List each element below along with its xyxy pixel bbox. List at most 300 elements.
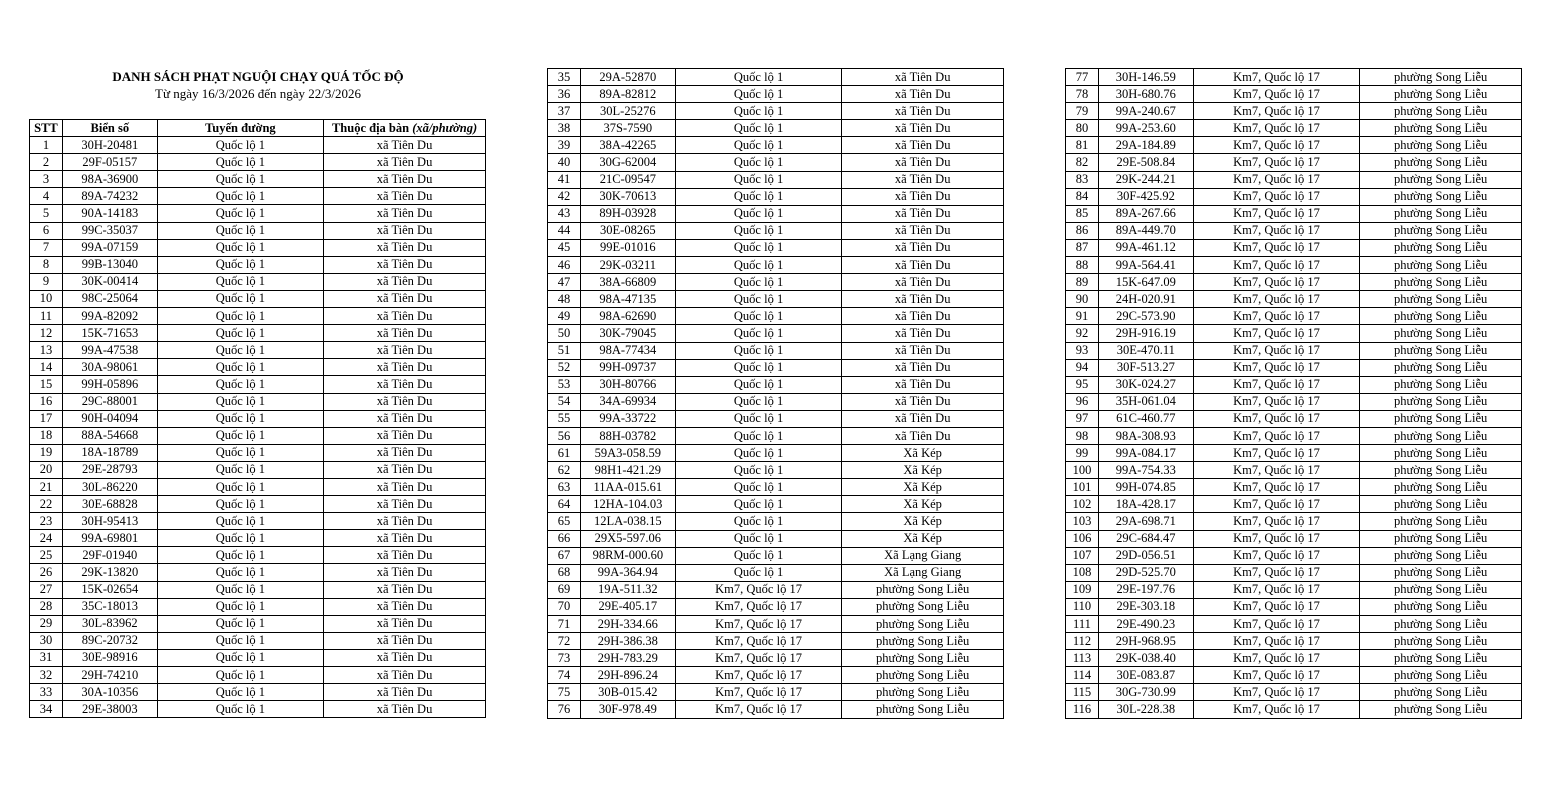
cell-route: Km7, Quốc lộ 17 bbox=[1193, 188, 1360, 205]
cell-plate: 24H-020.91 bbox=[1098, 291, 1193, 308]
cell-stt: 26 bbox=[30, 564, 63, 581]
header-stt: STT bbox=[30, 120, 63, 137]
cell-route: Quốc lộ 1 bbox=[157, 410, 323, 427]
cell-plate: 29H-968.95 bbox=[1098, 633, 1193, 650]
cell-route: Km7, Quốc lộ 17 bbox=[1193, 650, 1360, 667]
table-row bbox=[548, 564, 1004, 581]
cell-stt: 9 bbox=[30, 273, 63, 290]
cell-route: Km7, Quốc lộ 17 bbox=[675, 633, 842, 650]
table-row bbox=[548, 530, 1004, 547]
cell-route: Quốc lộ 1 bbox=[157, 461, 323, 478]
table-row bbox=[30, 684, 486, 701]
cell-area: phường Song Liễu bbox=[1360, 598, 1522, 615]
cell-stt: 100 bbox=[1066, 462, 1099, 479]
table-row bbox=[30, 598, 486, 615]
cell-stt: 51 bbox=[548, 342, 581, 359]
cell-route: Quốc lộ 1 bbox=[675, 188, 842, 205]
cell-route: Quốc lộ 1 bbox=[675, 479, 842, 496]
cell-route: Km7, Quốc lộ 17 bbox=[1193, 547, 1360, 564]
cell-area: phường Song Liễu bbox=[1360, 257, 1522, 274]
table-row bbox=[1066, 633, 1522, 650]
cell-route: Quốc lộ 1 bbox=[157, 649, 323, 666]
table-row bbox=[30, 410, 486, 427]
table-row bbox=[548, 445, 1004, 462]
table-row bbox=[548, 462, 1004, 479]
cell-route: Km7, Quốc lộ 17 bbox=[1193, 205, 1360, 222]
table-row bbox=[1066, 547, 1522, 564]
cell-plate: 29H-334.66 bbox=[580, 616, 675, 633]
cell-plate: 30E-083.87 bbox=[1098, 667, 1193, 684]
cell-stt: 56 bbox=[548, 427, 581, 444]
cell-route: Quốc lộ 1 bbox=[675, 171, 842, 188]
cell-plate: 29C-88001 bbox=[62, 393, 157, 410]
cell-area: xã Tiên Du bbox=[842, 274, 1004, 291]
cell-route: Quốc lộ 1 bbox=[675, 564, 842, 581]
cell-stt: 73 bbox=[548, 650, 581, 667]
cell-plate: 89H-03928 bbox=[580, 205, 675, 222]
cell-plate: 35C-18013 bbox=[62, 598, 157, 615]
table-row bbox=[548, 257, 1004, 274]
cell-area: Xã Kép bbox=[842, 445, 1004, 462]
cell-plate: 30B-015.42 bbox=[580, 684, 675, 701]
table-row bbox=[30, 256, 486, 273]
cell-stt: 94 bbox=[1066, 359, 1099, 376]
cell-stt: 40 bbox=[548, 154, 581, 171]
cell-area: phường Song Liễu bbox=[1360, 684, 1522, 701]
cell-stt: 22 bbox=[30, 496, 63, 513]
table-row bbox=[1066, 513, 1522, 530]
cell-plate: 99E-01016 bbox=[580, 239, 675, 256]
cell-stt: 90 bbox=[1066, 291, 1099, 308]
cell-area: phường Song Liễu bbox=[1360, 86, 1522, 103]
cell-route: Quốc lộ 1 bbox=[675, 445, 842, 462]
table-row bbox=[30, 461, 486, 478]
cell-area: xã Tiên Du bbox=[842, 69, 1004, 86]
cell-plate: 90H-04094 bbox=[62, 410, 157, 427]
cell-route: Km7, Quốc lộ 17 bbox=[1193, 171, 1360, 188]
cell-area: xã Tiên Du bbox=[324, 530, 486, 547]
table-row bbox=[30, 632, 486, 649]
table-row bbox=[548, 103, 1004, 120]
table-row bbox=[548, 376, 1004, 393]
table-row bbox=[1066, 86, 1522, 103]
cell-area: phường Song Liễu bbox=[842, 701, 1004, 718]
table-row bbox=[1066, 410, 1522, 427]
cell-stt: 46 bbox=[548, 257, 581, 274]
cell-stt: 115 bbox=[1066, 684, 1099, 701]
cell-area: xã Tiên Du bbox=[842, 342, 1004, 359]
cell-route: Quốc lộ 1 bbox=[157, 325, 323, 342]
table-row bbox=[548, 205, 1004, 222]
cell-route: Km7, Quốc lộ 17 bbox=[1193, 479, 1360, 496]
cell-area: phường Song Liễu bbox=[1360, 701, 1522, 718]
cell-stt: 34 bbox=[30, 701, 63, 718]
cell-route: Km7, Quốc lộ 17 bbox=[1193, 120, 1360, 137]
table-row bbox=[30, 513, 486, 530]
cell-area: phường Song Liễu bbox=[842, 684, 1004, 701]
table-row bbox=[1066, 684, 1522, 701]
table-row bbox=[30, 547, 486, 564]
cell-plate: 18A-18789 bbox=[62, 444, 157, 461]
cell-area: phường Song Liễu bbox=[1360, 581, 1522, 598]
cell-stt: 20 bbox=[30, 461, 63, 478]
cell-plate: 99A-084.17 bbox=[1098, 445, 1193, 462]
table-row bbox=[30, 581, 486, 598]
cell-plate: 30L-228.38 bbox=[1098, 701, 1193, 718]
cell-area: xã Tiên Du bbox=[324, 273, 486, 290]
table-row bbox=[548, 188, 1004, 205]
table-row bbox=[1066, 650, 1522, 667]
cell-route: Km7, Quốc lộ 17 bbox=[1193, 462, 1360, 479]
cell-area: phường Song Liễu bbox=[1360, 616, 1522, 633]
cell-area: xã Tiên Du bbox=[324, 667, 486, 684]
cell-plate: 30H-80766 bbox=[580, 376, 675, 393]
table-row bbox=[1066, 393, 1522, 410]
cell-stt: 70 bbox=[548, 598, 581, 615]
cell-area: Xã Lạng Giang bbox=[842, 547, 1004, 564]
cell-route: Quốc lộ 1 bbox=[675, 513, 842, 530]
cell-plate: 29K-244.21 bbox=[1098, 171, 1193, 188]
cell-route: Km7, Quốc lộ 17 bbox=[675, 667, 842, 684]
cell-route: Km7, Quốc lộ 17 bbox=[1193, 393, 1360, 410]
cell-route: Km7, Quốc lộ 17 bbox=[1193, 291, 1360, 308]
cell-area: phường Song Liễu bbox=[842, 633, 1004, 650]
cell-route: Quốc lộ 1 bbox=[675, 359, 842, 376]
cell-route: Quốc lộ 1 bbox=[675, 86, 842, 103]
cell-route: Quốc lộ 1 bbox=[157, 684, 323, 701]
cell-plate: 30E-470.11 bbox=[1098, 342, 1193, 359]
table-row bbox=[548, 513, 1004, 530]
cell-route: Quốc lộ 1 bbox=[675, 393, 842, 410]
cell-area: phường Song Liễu bbox=[1360, 291, 1522, 308]
cell-plate: 89A-267.66 bbox=[1098, 205, 1193, 222]
violations-table-3 bbox=[1065, 68, 1522, 719]
table-row bbox=[548, 239, 1004, 256]
cell-route: Quốc lộ 1 bbox=[675, 342, 842, 359]
violations-table-2 bbox=[547, 68, 1004, 719]
table-row bbox=[548, 342, 1004, 359]
table-body-3 bbox=[1066, 69, 1522, 719]
cell-plate: 99A-33722 bbox=[580, 410, 675, 427]
cell-stt: 27 bbox=[30, 581, 63, 598]
cell-plate: 29K-03211 bbox=[580, 257, 675, 274]
cell-route: Km7, Quốc lộ 17 bbox=[1193, 496, 1360, 513]
cell-plate: 30G-730.99 bbox=[1098, 684, 1193, 701]
cell-plate: 30K-79045 bbox=[580, 325, 675, 342]
cell-stt: 1 bbox=[30, 137, 63, 154]
table-row bbox=[548, 69, 1004, 86]
cell-stt: 93 bbox=[1066, 342, 1099, 359]
cell-stt: 79 bbox=[1066, 103, 1099, 120]
cell-stt: 5 bbox=[30, 205, 63, 222]
cell-area: phường Song Liễu bbox=[1360, 69, 1522, 86]
cell-area: xã Tiên Du bbox=[324, 649, 486, 666]
cell-stt: 109 bbox=[1066, 581, 1099, 598]
cell-stt: 2 bbox=[30, 154, 63, 171]
cell-area: Xã Kép bbox=[842, 462, 1004, 479]
cell-stt: 25 bbox=[30, 547, 63, 564]
table-row bbox=[1066, 239, 1522, 256]
table-row bbox=[1066, 291, 1522, 308]
table-row bbox=[548, 308, 1004, 325]
table-row bbox=[30, 376, 486, 393]
table-row bbox=[30, 205, 486, 222]
cell-route: Quốc lộ 1 bbox=[675, 427, 842, 444]
cell-stt: 76 bbox=[548, 701, 581, 718]
cell-area: Xã Kép bbox=[842, 513, 1004, 530]
cell-plate: 30E-08265 bbox=[580, 222, 675, 239]
cell-route: Km7, Quốc lộ 17 bbox=[1193, 427, 1360, 444]
table-row bbox=[548, 496, 1004, 513]
cell-stt: 43 bbox=[548, 205, 581, 222]
cell-area: xã Tiên Du bbox=[324, 701, 486, 718]
cell-area: Xã Kép bbox=[842, 496, 1004, 513]
cell-area: xã Tiên Du bbox=[324, 496, 486, 513]
cell-area: xã Tiên Du bbox=[324, 376, 486, 393]
table-row bbox=[30, 154, 486, 171]
cell-route: Km7, Quốc lộ 17 bbox=[1193, 274, 1360, 291]
table-row bbox=[1066, 445, 1522, 462]
cell-route: Quốc lộ 1 bbox=[675, 496, 842, 513]
cell-stt: 4 bbox=[30, 188, 63, 205]
table-row bbox=[1066, 154, 1522, 171]
cell-area: phường Song Liễu bbox=[1360, 154, 1522, 171]
cell-plate: 98A-77434 bbox=[580, 342, 675, 359]
cell-stt: 63 bbox=[548, 479, 581, 496]
cell-route: Quốc lộ 1 bbox=[157, 632, 323, 649]
cell-stt: 99 bbox=[1066, 445, 1099, 462]
table-row bbox=[1066, 479, 1522, 496]
cell-route: Km7, Quốc lộ 17 bbox=[1193, 325, 1360, 342]
cell-area: phường Song Liễu bbox=[1360, 239, 1522, 256]
cell-area: xã Tiên Du bbox=[324, 154, 486, 171]
cell-area: xã Tiên Du bbox=[324, 342, 486, 359]
cell-plate: 38A-42265 bbox=[580, 137, 675, 154]
table-row bbox=[30, 427, 486, 444]
table-row bbox=[548, 274, 1004, 291]
cell-route: Km7, Quốc lộ 17 bbox=[1193, 137, 1360, 154]
header-route: Tuyến đường bbox=[157, 120, 323, 137]
table-row bbox=[1066, 103, 1522, 120]
cell-stt: 71 bbox=[548, 616, 581, 633]
cell-plate: 29A-184.89 bbox=[1098, 137, 1193, 154]
table-row bbox=[1066, 325, 1522, 342]
cell-plate: 99A-364.94 bbox=[580, 564, 675, 581]
cell-area: phường Song Liễu bbox=[1360, 547, 1522, 564]
cell-plate: 30E-98916 bbox=[62, 649, 157, 666]
cell-plate: 15K-71653 bbox=[62, 325, 157, 342]
cell-plate: 30G-62004 bbox=[580, 154, 675, 171]
cell-plate: 61C-460.77 bbox=[1098, 410, 1193, 427]
cell-stt: 103 bbox=[1066, 513, 1099, 530]
cell-area: xã Tiên Du bbox=[324, 427, 486, 444]
cell-route: Quốc lộ 1 bbox=[157, 376, 323, 393]
cell-stt: 72 bbox=[548, 633, 581, 650]
cell-stt: 41 bbox=[548, 171, 581, 188]
cell-plate: 30L-86220 bbox=[62, 478, 157, 495]
cell-stt: 23 bbox=[30, 513, 63, 530]
cell-stt: 55 bbox=[548, 410, 581, 427]
cell-area: phường Song Liễu bbox=[1360, 274, 1522, 291]
table-row bbox=[1066, 205, 1522, 222]
table-row bbox=[548, 650, 1004, 667]
cell-plate: 98A-47135 bbox=[580, 291, 675, 308]
cell-route: Km7, Quốc lộ 17 bbox=[1193, 616, 1360, 633]
table-row bbox=[1066, 598, 1522, 615]
cell-plate: 98A-36900 bbox=[62, 171, 157, 188]
table-row bbox=[30, 393, 486, 410]
cell-area: xã Tiên Du bbox=[842, 137, 1004, 154]
cell-stt: 32 bbox=[30, 667, 63, 684]
cell-stt: 108 bbox=[1066, 564, 1099, 581]
cell-stt: 28 bbox=[30, 598, 63, 615]
cell-route: Km7, Quốc lộ 17 bbox=[1193, 410, 1360, 427]
table-row bbox=[1066, 359, 1522, 376]
cell-stt: 13 bbox=[30, 342, 63, 359]
cell-plate: 29E-303.18 bbox=[1098, 598, 1193, 615]
cell-area: phường Song Liễu bbox=[1360, 376, 1522, 393]
cell-area: xã Tiên Du bbox=[842, 376, 1004, 393]
cell-plate: 11AA-015.61 bbox=[580, 479, 675, 496]
cell-plate: 29H-916.19 bbox=[1098, 325, 1193, 342]
cell-route: Km7, Quốc lộ 17 bbox=[1193, 530, 1360, 547]
cell-plate: 29X5-597.06 bbox=[580, 530, 675, 547]
table-row bbox=[30, 564, 486, 581]
cell-stt: 91 bbox=[1066, 308, 1099, 325]
cell-plate: 99A-754.33 bbox=[1098, 462, 1193, 479]
cell-area: phường Song Liễu bbox=[1360, 103, 1522, 120]
cell-stt: 21 bbox=[30, 478, 63, 495]
cell-route: Quốc lộ 1 bbox=[157, 171, 323, 188]
cell-route: Quốc lộ 1 bbox=[675, 120, 842, 137]
table-header-row bbox=[30, 120, 486, 137]
cell-plate: 30K-024.27 bbox=[1098, 376, 1193, 393]
cell-plate: 99A-564.41 bbox=[1098, 257, 1193, 274]
table-row bbox=[548, 616, 1004, 633]
cell-route: Quốc lộ 1 bbox=[675, 291, 842, 308]
table-row bbox=[1066, 564, 1522, 581]
cell-area: xã Tiên Du bbox=[324, 137, 486, 154]
cell-stt: 62 bbox=[548, 462, 581, 479]
cell-area: xã Tiên Du bbox=[324, 478, 486, 495]
table-row bbox=[1066, 120, 1522, 137]
table-row bbox=[1066, 69, 1522, 86]
cell-route: Km7, Quốc lộ 17 bbox=[1193, 445, 1360, 462]
cell-plate: 89C-20732 bbox=[62, 632, 157, 649]
cell-stt: 45 bbox=[548, 239, 581, 256]
cell-area: xã Tiên Du bbox=[842, 86, 1004, 103]
cell-route: Quốc lộ 1 bbox=[675, 239, 842, 256]
cell-plate: 98RM-000.60 bbox=[580, 547, 675, 564]
cell-area: xã Tiên Du bbox=[324, 239, 486, 256]
cell-stt: 8 bbox=[30, 256, 63, 273]
cell-stt: 98 bbox=[1066, 427, 1099, 444]
cell-route: Km7, Quốc lộ 17 bbox=[1193, 257, 1360, 274]
cell-area: xã Tiên Du bbox=[324, 410, 486, 427]
cell-plate: 29E-28793 bbox=[62, 461, 157, 478]
table-row bbox=[30, 239, 486, 256]
table-row bbox=[548, 120, 1004, 137]
table-row bbox=[30, 137, 486, 154]
cell-stt: 78 bbox=[1066, 86, 1099, 103]
cell-stt: 61 bbox=[548, 445, 581, 462]
cell-area: xã Tiên Du bbox=[842, 359, 1004, 376]
cell-stt: 11 bbox=[30, 308, 63, 325]
cell-area: phường Song Liễu bbox=[1360, 427, 1522, 444]
table-row bbox=[548, 667, 1004, 684]
cell-route: Quốc lộ 1 bbox=[157, 308, 323, 325]
cell-stt: 80 bbox=[1066, 120, 1099, 137]
cell-route: Km7, Quốc lộ 17 bbox=[675, 684, 842, 701]
cell-plate: 29F-05157 bbox=[62, 154, 157, 171]
cell-plate: 99A-240.67 bbox=[1098, 103, 1193, 120]
cell-route: Km7, Quốc lộ 17 bbox=[675, 701, 842, 718]
cell-stt: 110 bbox=[1066, 598, 1099, 615]
table-row bbox=[30, 222, 486, 239]
table-row bbox=[548, 325, 1004, 342]
cell-route: Quốc lộ 1 bbox=[157, 188, 323, 205]
cell-plate: 29H-386.38 bbox=[580, 633, 675, 650]
cell-route: Km7, Quốc lộ 17 bbox=[1193, 581, 1360, 598]
cell-stt: 6 bbox=[30, 222, 63, 239]
cell-plate: 30E-68828 bbox=[62, 496, 157, 513]
cell-stt: 113 bbox=[1066, 650, 1099, 667]
cell-stt: 68 bbox=[548, 564, 581, 581]
cell-area: xã Tiên Du bbox=[324, 256, 486, 273]
cell-plate: 29A-52870 bbox=[580, 69, 675, 86]
cell-route: Quốc lộ 1 bbox=[157, 256, 323, 273]
cell-route: Quốc lộ 1 bbox=[157, 427, 323, 444]
cell-stt: 48 bbox=[548, 291, 581, 308]
cell-area: xã Tiên Du bbox=[324, 581, 486, 598]
cell-plate: 29C-573.90 bbox=[1098, 308, 1193, 325]
cell-area: phường Song Liễu bbox=[1360, 120, 1522, 137]
cell-stt: 96 bbox=[1066, 393, 1099, 410]
cell-plate: 29E-490.23 bbox=[1098, 616, 1193, 633]
cell-stt: 87 bbox=[1066, 239, 1099, 256]
cell-plate: 99H-05896 bbox=[62, 376, 157, 393]
cell-plate: 35H-061.04 bbox=[1098, 393, 1193, 410]
cell-plate: 29A-698.71 bbox=[1098, 513, 1193, 530]
cell-stt: 95 bbox=[1066, 376, 1099, 393]
cell-area: phường Song Liễu bbox=[1360, 325, 1522, 342]
cell-area: xã Tiên Du bbox=[324, 547, 486, 564]
cell-area: xã Tiên Du bbox=[324, 632, 486, 649]
cell-plate: 99C-35037 bbox=[62, 222, 157, 239]
cell-plate: 37S-7590 bbox=[580, 120, 675, 137]
cell-plate: 30F-978.49 bbox=[580, 701, 675, 718]
cell-area: phường Song Liễu bbox=[842, 598, 1004, 615]
cell-route: Quốc lộ 1 bbox=[675, 257, 842, 274]
cell-plate: 99H-09737 bbox=[580, 359, 675, 376]
cell-route: Km7, Quốc lộ 17 bbox=[1193, 69, 1360, 86]
cell-route: Quốc lộ 1 bbox=[675, 154, 842, 171]
cell-plate: 29H-896.24 bbox=[580, 667, 675, 684]
cell-plate: 30H-680.76 bbox=[1098, 86, 1193, 103]
cell-route: Quốc lộ 1 bbox=[157, 564, 323, 581]
table-row bbox=[1066, 496, 1522, 513]
cell-route: Km7, Quốc lộ 17 bbox=[1193, 86, 1360, 103]
cell-stt: 35 bbox=[548, 69, 581, 86]
cell-area: phường Song Liễu bbox=[1360, 308, 1522, 325]
cell-area: phường Song Liễu bbox=[1360, 513, 1522, 530]
table-row bbox=[30, 325, 486, 342]
table-row bbox=[30, 171, 486, 188]
cell-route: Quốc lộ 1 bbox=[157, 513, 323, 530]
cell-route: Km7, Quốc lộ 17 bbox=[1193, 376, 1360, 393]
cell-stt: 77 bbox=[1066, 69, 1099, 86]
cell-area: phường Song Liễu bbox=[1360, 137, 1522, 154]
